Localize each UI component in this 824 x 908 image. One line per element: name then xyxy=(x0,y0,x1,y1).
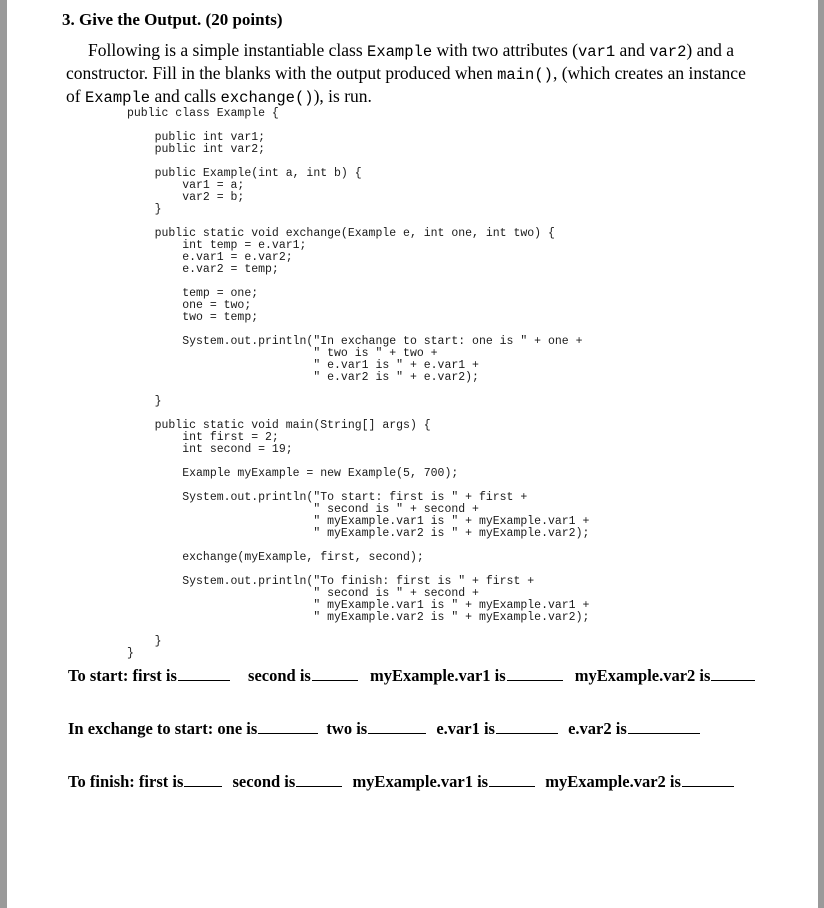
blank-e-var2[interactable] xyxy=(628,732,700,734)
label-myexample-var2: myExample.var2 is xyxy=(574,666,711,685)
intro-code-main: main() xyxy=(497,66,553,84)
blank-finish-first[interactable] xyxy=(184,785,222,787)
blank-finish-myexample-var1[interactable] xyxy=(489,785,535,787)
intro-code-class: Example xyxy=(367,43,433,61)
label-finish-second: second is xyxy=(232,772,296,791)
blank-myexample-var1[interactable] xyxy=(507,679,563,681)
blank-myexample-var2[interactable] xyxy=(711,679,755,681)
blank-first[interactable] xyxy=(178,679,230,681)
code-line: public static void main(String[] args) { xyxy=(127,419,431,432)
code-line: temp = one; xyxy=(127,287,259,300)
code-line: " e.var1 is " + e.var1 + xyxy=(127,359,479,372)
intro-text-3: and xyxy=(615,40,650,60)
code-line: " myExample.var2 is " + myExample.var2); xyxy=(127,611,590,624)
label-finish-myexample-var2: myExample.var2 is xyxy=(545,772,681,791)
code-line: System.out.println("To finish: first is " + first + xyxy=(127,575,535,588)
code-line: one = two; xyxy=(127,299,252,312)
label-two: two is xyxy=(326,719,368,738)
intro-code-class-2: Example xyxy=(84,89,151,107)
code-line: e.var1 = e.var2; xyxy=(127,251,293,264)
blank-e-var1[interactable] xyxy=(496,732,558,734)
code-line: " myExample.var1 is " + myExample.var1 + xyxy=(127,599,590,612)
label-e-var2: e.var2 is xyxy=(568,719,627,738)
code-line: e.var2 = temp; xyxy=(127,263,279,276)
code-line: " e.var2 is " + e.var2); xyxy=(127,371,479,384)
intro-text-4: ) and a constructor. Fill in the blanks with the output produced when xyxy=(66,40,735,83)
answer-row-in-exchange xyxy=(68,719,704,739)
label-e-var1: e.var1 is xyxy=(436,719,495,738)
code-line: public Example(int a, int b) { xyxy=(127,167,362,180)
code-line: System.out.println("In exchange to start: one is " + one + xyxy=(127,335,583,348)
code-line: } xyxy=(127,635,162,648)
code-line: var1 = a; xyxy=(127,179,245,192)
intro-text-6: and calls xyxy=(150,86,221,106)
answer-row-to-finish xyxy=(68,772,738,792)
code-line: int temp = e.var1; xyxy=(127,239,307,252)
code-line: } xyxy=(127,203,162,216)
code-line: public class Example { xyxy=(127,107,279,120)
intro-text-5: , (which creates an instance of xyxy=(66,63,746,106)
right-scrollbar-edge xyxy=(818,0,824,908)
blank-two[interactable] xyxy=(368,732,426,734)
code-line: } xyxy=(127,395,162,408)
code-line: " two is " + two + xyxy=(127,347,438,360)
label-one: In exchange to start: one is xyxy=(68,719,258,738)
label-finish-myexample-var1: myExample.var1 is xyxy=(352,772,489,791)
blank-one[interactable] xyxy=(258,732,318,734)
label-myexample-var1: myExample.var1 is xyxy=(369,666,506,685)
label-finish-first: To finish: first is xyxy=(68,772,184,791)
code-line: int second = 19; xyxy=(127,443,293,456)
intro-code-var1: var1 xyxy=(577,43,616,61)
intro-text-7: ), is run. xyxy=(313,86,372,106)
intro-text-2: with two attributes ( xyxy=(432,40,578,60)
answer-row-to-start xyxy=(68,666,759,686)
code-line: System.out.println("To start: first is " + first + xyxy=(127,491,528,504)
code-line: public int var2; xyxy=(127,143,266,156)
code-line: " myExample.var1 is " + myExample.var1 + xyxy=(127,515,590,528)
blank-finish-myexample-var2[interactable] xyxy=(682,785,734,787)
java-code-listing xyxy=(127,108,589,660)
intro-text-1: Following is a simple instantiable class xyxy=(88,40,368,60)
label-second: second is xyxy=(248,666,311,685)
code-line: Example myExample = new Example(5, 700); xyxy=(127,467,459,480)
code-line: " myExample.var2 is " + myExample.var2); xyxy=(127,527,590,540)
code-line: exchange(myExample, first, second); xyxy=(127,551,424,564)
code-line: public static void exchange(Example e, int one, int two) { xyxy=(127,227,555,240)
intro-code-var2: var2 xyxy=(649,43,687,61)
blank-finish-second[interactable] xyxy=(296,785,342,787)
code-line: two = temp; xyxy=(127,311,259,324)
code-line: " second is " + second + xyxy=(127,587,479,600)
intro-code-exchange: exchange() xyxy=(220,89,314,107)
question-heading: 3. Give the Output. (20 points) xyxy=(62,10,283,29)
code-line: } xyxy=(127,647,134,660)
code-line: " second is " + second + xyxy=(127,503,479,516)
blank-second[interactable] xyxy=(312,679,358,681)
code-line: int first = 2; xyxy=(127,431,279,444)
left-page-edge xyxy=(0,0,7,908)
label-first: To start: first is xyxy=(68,666,177,685)
code-line: public int var1; xyxy=(127,131,266,144)
question-intro xyxy=(66,40,756,109)
code-line: var2 = b; xyxy=(127,191,245,204)
